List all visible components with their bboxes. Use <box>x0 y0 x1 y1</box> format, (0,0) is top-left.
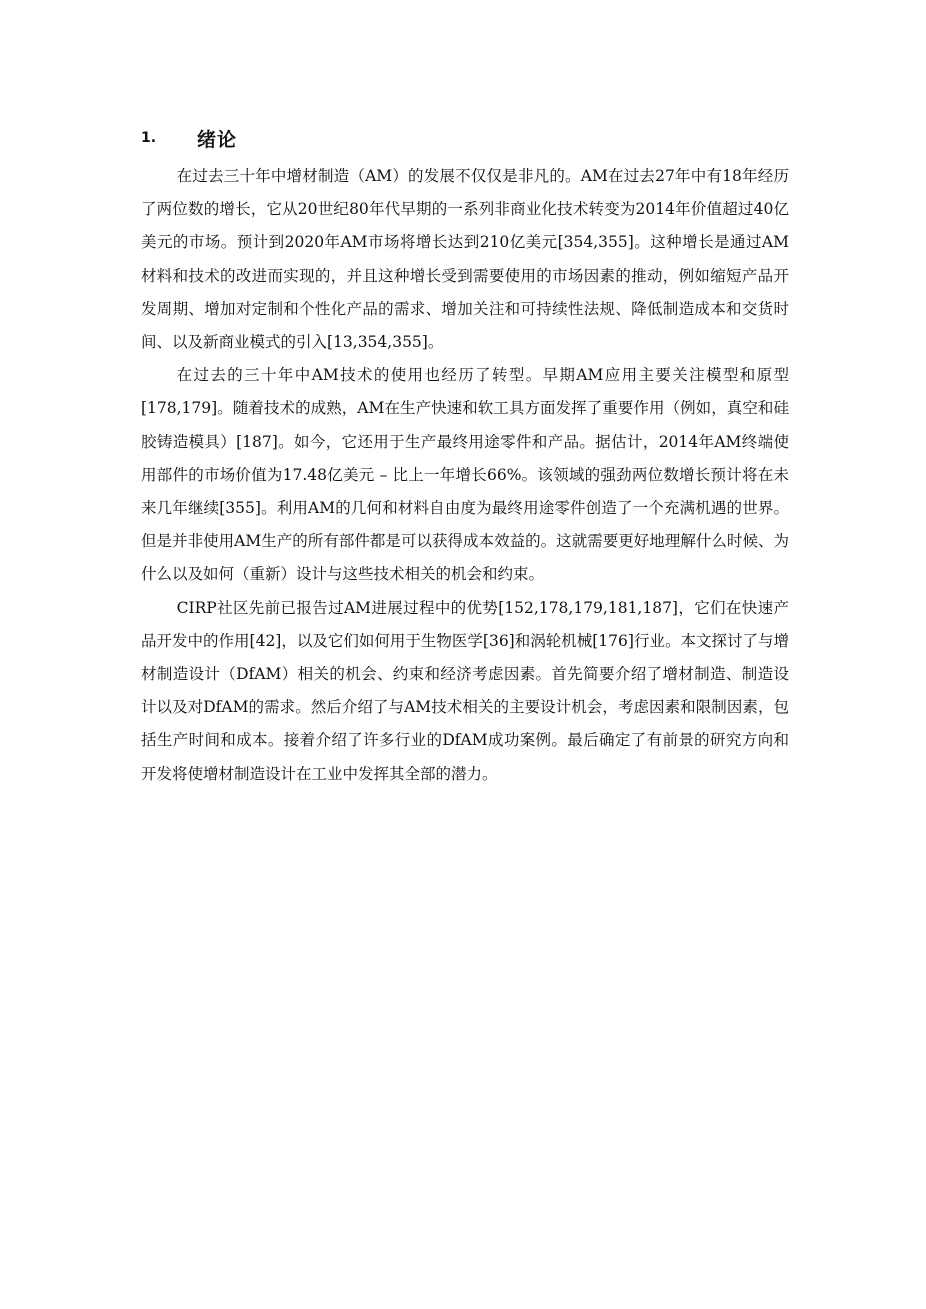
paragraph-1: 在过去三十年中增材制造（AM）的发展不仅仅是非凡的。AM在过去27年中有18年经历了两位数的增长，它从20世纪80年代早期的一系列非商业化技术转变为2014年价值超过40亿美元的市场。预计到2020年AM市场将增长达到210亿美元[354,355]。这种增长是通过AM材料和技术的改进而实现的，并且这种增长受到需要使用的市场因素的推动，例如缩短产品开发周期、增加对定制和个性化产品的需求、增加关注和可持续性法规、降低制造成本和交货时间、以及新商业模式的引入[13,354,355]。 <box>141 167 789 352</box>
section-heading <box>141 122 237 154</box>
section-number: 1. <box>141 130 157 146</box>
section-title: 绪论 <box>197 128 238 151</box>
paragraph-2: 在过去的三十年中AM技术的使用也经历了转型。早期AM应用主要关注模型和原型[178,179]。随着技术的成熟，AM在生产快速和软工具方面发挥了重要作用（例如，真空和硅胶铸造模具）[187]。如今，它还用于生产最终用途零件和产品。据估计，2014年AM终端使用部件的市场价值为17.48亿美元 – 比上一年增长66%。该领域的强劲两位数增长预计将在未来几年继续[355]。利用AM的几何和材料自由度为最终用途零件创造了一个充满机遇的世界。但是并非使用AM生产的所有部件都是可以获得成本效益的。这就需要更好地理解什么时候、为什么以及如何（重新）设计与这些技术相关的机会和约束。 <box>141 366 789 584</box>
paragraph-3: CIRP社区先前已报告过AM进展过程中的优势[152,178,179,181,187]，它们在快速产品开发中的作用[42]，以及它们如何用于生物医学[36]和涡轮机械[176]行业。本文探讨了与增材制造设计（DfAM）相关的机会、约束和经济考虑因素。首先简要介绍了增材制造、制造设计以及对DfAM的需求。然后介绍了与AM技术相关的主要设计机会，考虑因素和限制因素，包括生产时间和成本。接着介绍了许多行业的DfAM成功案例。最后确定了有前景的研究方向和开发将使增材制造设计在工业中发挥其全部的潜力。 <box>141 598 789 783</box>
section-body <box>141 160 789 791</box>
